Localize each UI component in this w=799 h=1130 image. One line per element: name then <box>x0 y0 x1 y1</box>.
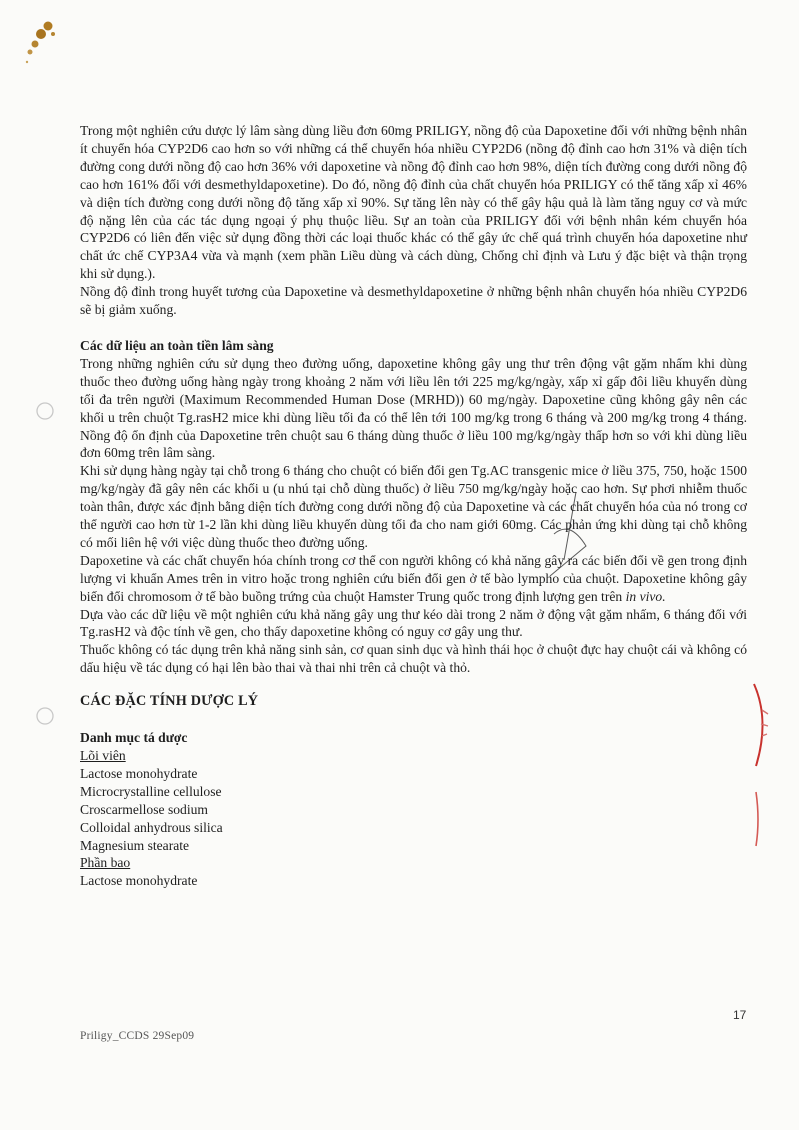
heading-pharmacological-properties: CÁC ĐẶC TÍNH DƯỢC LÝ <box>80 693 259 710</box>
list-item: Microcrystalline cellulose <box>80 783 222 799</box>
paragraph-reproduction: Thuốc không có tác dụng trên khả năng sinh sản, cơ quan sinh dục và hình thái học ở chuột đực hay chuột cái và không có dấu hiệu về tác dụng có hại lên bào thai và thai nhi trên cả chuột và thỏ. <box>80 642 747 676</box>
paragraph-carcinogenicity: Trong những nghiên cứu sử dụng theo đường uống, dapoxetine không gây ung thư trên động vật gặm nhấm khi dùng thuốc theo đường uống hàng ngày trong khoảng 2 năm với liều lên tới 225 mg/kg/ngày, xấp xỉ gấp đôi liều khuyến dùng tối đa trên người (Maximum Recommended Human Dose (MRHD)) 60 mg/ngày. Dapoxetine cũng không gây nên các khối u trên chuột Tg.rasH2 mice khi dùng liều tối đa có thể lên tới 100 mg/kg trong 6 tháng và 200 mg/kg trong 4 tháng. Nồng độ ổn định của Dapoxetine trên chuột sau 6 tháng dùng thuốc ở liều 100 mg/kg/ngày thấp hơn so với khi dùng liều đơn 60mg trên lâm sàng. <box>80 355 747 461</box>
punch-hole-mark-bottom <box>34 705 56 727</box>
list-item: Croscarmellose sodium <box>80 801 208 817</box>
in-vivo-italic: in vivo. <box>625 588 666 604</box>
list-item: Magnesium stearate <box>80 837 190 853</box>
stamp-edge-mark-lower <box>750 790 770 850</box>
core-label: Lõi viên <box>80 748 126 763</box>
list-item: Lactose monohydrate <box>80 765 198 781</box>
footer-document-id: Priligy_CCDS 29Sep09 <box>80 1030 195 1042</box>
page-number: 17 <box>733 1008 747 1022</box>
genotoxicity-text: Dapoxetine và các chất chuyển hóa chính trong cơ thể con người không có khả năng gây ra các biến đổi về gen trong định lượng vi khuẩn Ames trên in vitro hoặc trong nghiên cứu biến đổi gen ở tế bào lympho của chuột. Dapoxetine không gây biến đổi chromosom ở tế bào buồng trứng của chuột Hamster Trung quốc trong định lượng gen trên <box>80 552 747 604</box>
paragraph-pharmacokinetics: Trong một nghiên cứu dược lý lâm sàng dùng liều đơn 60mg PRILIGY, nồng độ của Dapoxetine đối với những bệnh nhân ít chuyển hóa CYP2D6 cao hơn so với những cá thể chuyển hóa nhiều CYP2D6 (nồng độ đỉnh cao hơn 31% và diện tích đường cong dưới nồng độ cao hơn 36% với dapoxetine và nồng độ đỉnh cao hơn 98%, diện tích đường cong dưới nồng độ cao hơn 161% đối với desmethyldapoxetine). Do đó, nồng độ đỉnh của chất chuyển hóa PRILIGY có thể tăng xấp xỉ 46% và diện tích đường cong dưới nồng độ tăng xấp xỉ 90%. Sự tăng lên này có thể gây hậu quả là làm tăng nguy cơ và mức độ nặng lên của các tác dụng ngoại ý phụ thuộc liều. Sự an toàn của PRILIGY đối với bệnh nhân kém chuyển hóa CYP2D6 có liên đến việc sử dụng đồng thời các loại thuốc khác có thể gây ức chế quá trình chuyển hóa dapoxetine như chất ức chế CYP3A4 vừa và mạnh (xem phần Liều dùng và cách dùng, Chống chỉ định và Lưu ý đặc biệt và thận trọng khi sử dụng.). <box>80 123 747 282</box>
excipient-list <box>80 747 747 890</box>
document-body <box>80 122 747 890</box>
punch-hole-mark-top <box>34 400 56 422</box>
heading-preclinical-safety: Các dữ liệu an toàn tiền lâm sàng <box>80 337 274 353</box>
paragraph-transgenic-mice: Khi sử dụng hàng ngày tại chỗ trong 6 tháng cho chuột có biến đổi gen Tg.AC transgenic mice ở liều 375, 750, hoặc 1500 mg/kg/ngày đã gây nên các khối u (u nhú tại chỗ dùng thuốc) ở liều 750 mg/kg/ngày hoặc cao hơn. Sự phơi nhiễm thuốc toàn thân, được xác định bằng diện tích đường cong dưới nồng độ của Dapoxetine và các chất chuyển hóa của nó trong cơ thể người cao hơn từ 1-2 lần khi dùng liều khuyến dùng tối đa cho nam giới 60mg. Các phản ứng khi dùng tại chỗ không có mối liên hệ với việc dùng thuốc theo đường uống. <box>80 463 747 550</box>
paragraph-peak-concentration: Nồng độ đỉnh trong huyết tương của Dapoxetine và desmethyldapoxetine ở những bệnh nhân chuyển hóa nhiều CYP2D6 sẽ bị giảm xuống. <box>80 284 747 318</box>
coating-label: Phần bao <box>80 855 131 871</box>
heading-excipients: Danh mục tá dược <box>80 730 188 746</box>
list-item: Colloidal anhydrous silica <box>80 819 223 835</box>
list-item: Lactose monohydrate <box>80 873 198 889</box>
stamp-edge-mark <box>748 680 778 770</box>
paragraph-conclusion: Dựa vào các dữ liệu về một nghiên cứu khả năng gây ung thư kéo dài trong 2 năm ở động vật gặm nhấm, 6 tháng đối với Tg.rasH2 và độc tính về gen, cho thấy dapoxetine không có nguy cơ gây ung thư. <box>80 606 747 640</box>
ink-stain-mark <box>15 12 65 72</box>
paragraph-genotoxicity <box>80 552 747 606</box>
